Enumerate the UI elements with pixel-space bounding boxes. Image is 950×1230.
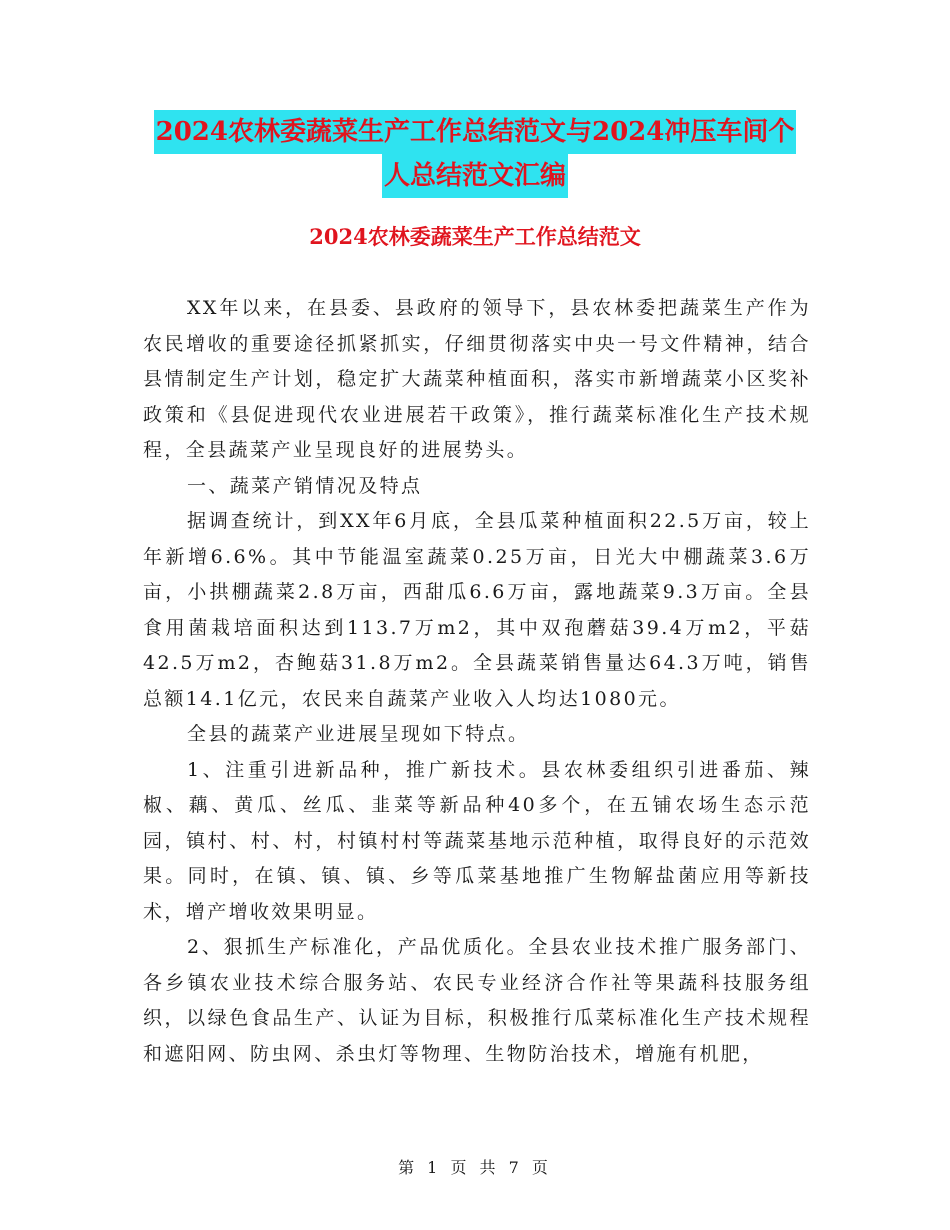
document-title-line-1: 2024农林委蔬菜生产工作总结范文与2024冲压车间个 [154, 110, 797, 154]
section-title: 2024农林委蔬菜生产工作总结范文 [309, 224, 641, 249]
document-title [0, 110, 950, 198]
document-title-line-2: 人总结范文汇编 [382, 154, 568, 198]
paragraph-feature-1: 1、注重引进新品种，推广新技术。县农林委组织引进番茄、辣椒、藕、黄瓜、丝瓜、韭菜等新品种40多个，在五铺农场生态示范园，镇村、村、村，村镇村村等蔬菜基地示范种植，取得良好的示范效果。同时，在镇、镇、镇、乡等瓜菜基地推广生物解盐菌应用等新技术，增产增收效果明显。 [143, 758, 811, 923]
paragraph-features-intro: 全县的蔬菜产业进展呈现如下特点。 [187, 723, 530, 745]
paragraph-feature-2: 2、狠抓生产标准化，产品优质化。全县农业技术推广服务部门、各乡镇农业技术综合服务站、农民专业经济合作社等果蔬科技服务组织，以绿色食品生产、认证为目标，积极推行瓜菜标准化生产技术规程和遮阳网、防虫网、杀虫灯等物理、生物防治技术，增施有机肥， [143, 936, 811, 1065]
paragraph-statistics: 据调查统计，到XX年6月底，全县瓜菜种植面积22.5万亩，较上年新增6.6%。其中节能温室蔬菜0.25万亩，日光大中棚蔬菜3.6万亩，小拱棚蔬菜2.8万亩，西甜瓜6.6万亩，露地蔬菜9.3万亩。全县食用菌栽培面积达到113.7万m2，其中双孢蘑菇39.4万m2，平菇42.5万m2，杏鲍菇31.8万m2。全县蔬菜销售量达64.3万吨，销售总额14.1亿元，农民来自蔬菜产业收入人均达1080元。 [143, 510, 811, 710]
document-body [143, 291, 811, 1072]
paragraph-intro: XX年以来，在县委、县政府的领导下，县农林委把蔬菜生产作为农民增收的重要途径抓紧抓实，仔细贯彻落实中央一号文件精神，结合县情制定生产计划，稳定扩大蔬菜种植面积，落实市新增蔬菜小区奖补政策和《县促进现代农业进展若干政策》，推行蔬菜标准化生产技术规程，全县蔬菜产业呈现良好的进展势头。 [143, 297, 811, 461]
heading-section-1: 一、蔬菜产销情况及特点 [187, 474, 423, 497]
page-footer: 第 1 页 共 7 页 [398, 1158, 552, 1177]
